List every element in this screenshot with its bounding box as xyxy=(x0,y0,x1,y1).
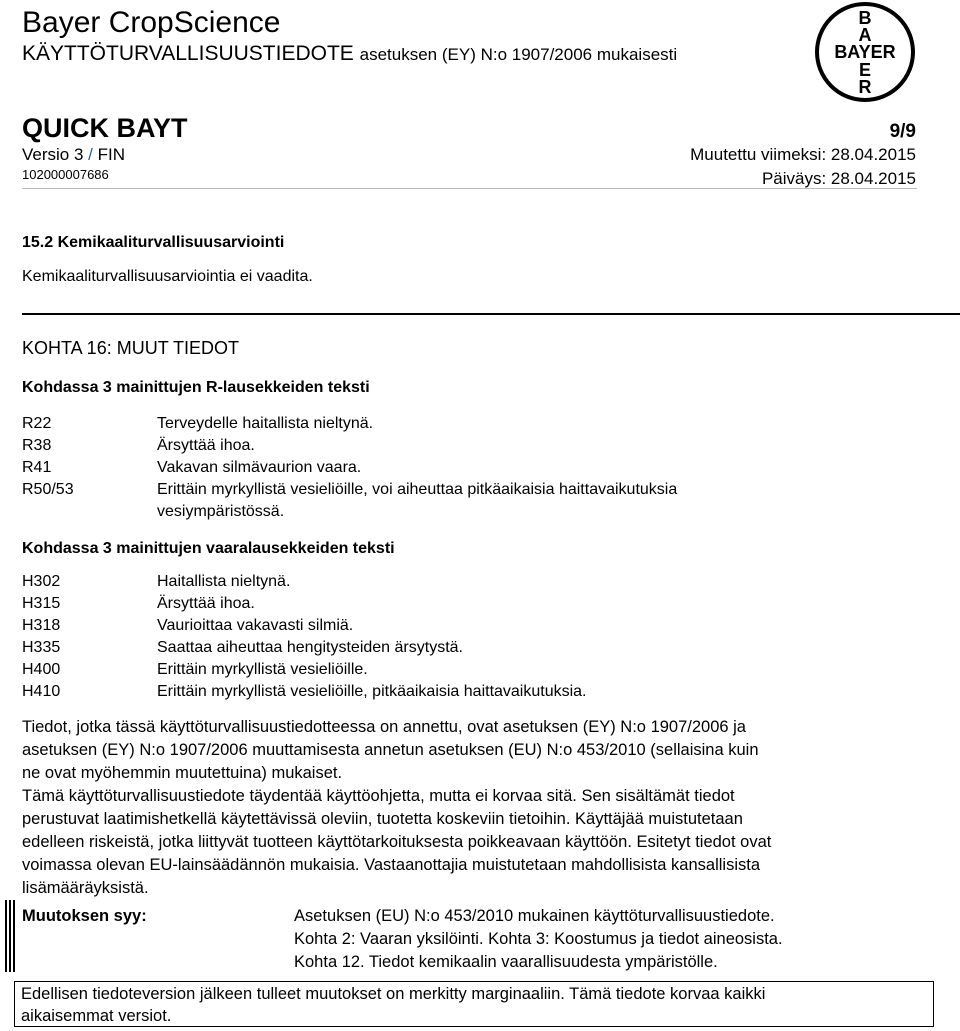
document-title xyxy=(22,41,677,68)
statement-code: H315 xyxy=(22,595,61,612)
phrase-code: R38 xyxy=(22,437,52,454)
company-name: Bayer CropScience xyxy=(22,6,281,39)
list-item xyxy=(22,435,922,457)
list-item xyxy=(22,659,922,681)
change-bar xyxy=(5,900,7,972)
h-statements-title: Kohdassa 3 mainittujen vaaralausekkeiden teksti xyxy=(22,540,395,557)
section-16-title: KOHTA 16: MUUT TIEDOT xyxy=(22,338,240,358)
revision-notice-box xyxy=(14,981,934,1027)
list-item xyxy=(22,457,922,479)
phrase-code: R41 xyxy=(22,459,52,476)
notice-line: Edellisen tiedoteversion jälkeen tulleet muutokset on merkitty marginaaliin. Tämä tiedote korvaa kaikki xyxy=(21,985,766,1003)
paragraph-line: Tämä käyttöturvallisuustiedote täydentää käyttöohjetta, mutta ei korvaa sitä. Sen sisältämät tiedot xyxy=(22,787,735,805)
statement-code: H410 xyxy=(22,683,61,700)
change-line: Kohta 2: Vaaran yksilöinti. Kohta 3: Koostumus ja tiedot aineosista. xyxy=(294,930,783,948)
r-phrases-title: Kohdassa 3 mainittujen R-lausekkeiden teksti xyxy=(22,379,370,396)
section-15-2-text: Kemikaaliturvallisuusarviointia ei vaadita. xyxy=(22,268,313,285)
statement-code: H302 xyxy=(22,573,61,590)
phrase-code: R22 xyxy=(22,415,52,432)
notice-line: aikaisemmat versiot. xyxy=(21,1007,172,1025)
statement-text: Erittäin myrkyllistä vesieliöille. xyxy=(157,661,368,678)
list-item xyxy=(22,413,922,435)
section-15-2-heading: 15.2 Kemikaaliturvallisuusarviointi xyxy=(22,234,285,251)
change-reason-label: Muutoksen syy: xyxy=(22,907,147,925)
disclaimer-paragraph xyxy=(22,785,912,900)
change-line: Asetuksen (EU) N:o 453/2010 mukainen käyttöturvallisuustiedote. xyxy=(294,907,775,925)
list-item xyxy=(22,479,922,523)
list-item xyxy=(22,681,922,703)
logo-letter-r: R xyxy=(858,77,872,97)
product-name: QUICK BAYT xyxy=(22,113,188,143)
logo-horizontal-word: BAYER xyxy=(834,42,896,62)
statement-text: Haitallista nieltynä. xyxy=(157,573,291,590)
list-item xyxy=(22,571,922,593)
paragraph-line: lisämääräyksistä. xyxy=(22,879,149,897)
revised-date: Muutettu viimeksi: 28.04.2015 xyxy=(690,145,916,164)
statement-text: Saattaa aiheuttaa hengitysteiden ärsytystä. xyxy=(157,639,463,656)
change-bar xyxy=(13,900,15,972)
phrase-text: Terveydelle haitallista nieltynä. xyxy=(157,415,374,432)
logo-letter-b: B xyxy=(858,8,872,28)
statement-code: H318 xyxy=(22,617,61,634)
change-line: Kohta 12. Tiedot kemikaalin vaarallisuudesta ympäristölle. xyxy=(294,953,718,971)
statement-code: H335 xyxy=(22,639,61,656)
header-divider xyxy=(22,188,917,189)
section-divider xyxy=(22,313,960,315)
version-info xyxy=(22,144,125,166)
margin-change-bars xyxy=(5,900,15,972)
paragraph-line: edelleen riskeistä, jotka liittyvät tuotteen käyttötarkoituksesta poikkeavaan käyttöön. Esitetyt tiedot ovat xyxy=(22,833,772,851)
version-language: FIN xyxy=(97,145,125,164)
regulation-text: asetuksen (EY) N:o 1907/2006 mukaisesti xyxy=(359,45,678,64)
page-number: 9/9 xyxy=(889,121,916,142)
phrase-code: R50/53 xyxy=(22,481,74,498)
paragraph-line: asetuksen (EY) N:o 1907/2006 muuttamisesta annetun asetuksen (EU) N:o 453/2010 (sellaisina kuin xyxy=(22,741,759,759)
r-phrases-list xyxy=(22,413,922,523)
phrase-text-line: vesiympäristössä. xyxy=(157,503,285,520)
list-item xyxy=(22,637,922,659)
statement-code: H400 xyxy=(22,661,61,678)
statement-text: Vaurioittaa vakavasti silmiä. xyxy=(157,617,354,634)
regulation-paragraph xyxy=(22,716,912,785)
paragraph-line: voimassa olevan EU-lainsäädännön mukaisia. Vastaanottajia muistutetaan mahdollisista kansallisista xyxy=(22,856,761,874)
statement-text: Ärsyttää ihoa. xyxy=(157,595,255,612)
paragraph-line: perustuvat laatimishetkellä käytettävissä oleviin, tuotetta koskeviin tietoihin. Käyttäjää muistutetaan xyxy=(22,810,743,828)
version-label: Versio 3 xyxy=(22,145,84,164)
sheet-title-main: KÄYTTÖTURVALLISUUSTIEDOTE xyxy=(22,42,354,65)
h-statements-list xyxy=(22,571,922,703)
paragraph-line: Tiedot, jotka tässä käyttöturvallisuustiedotteessa on annettu, ovat asetuksen (EY) N:o 1907/2006 ja xyxy=(22,718,746,736)
phrase-text-line: Erittäin myrkyllistä vesieliöille, voi aiheuttaa pitkäaikaisia haittavaikutuksia xyxy=(157,481,678,498)
phrase-text: Vakavan silmävaurion vaara. xyxy=(157,459,362,476)
bayer-cross-logo xyxy=(813,0,917,104)
document-number: 102000007686 xyxy=(22,167,109,182)
list-item xyxy=(22,615,922,637)
version-separator: / xyxy=(83,145,98,164)
change-bar xyxy=(9,900,11,972)
logo-letter-e: E xyxy=(858,60,872,80)
logo-letter-a: A xyxy=(858,25,872,45)
list-item xyxy=(22,593,922,615)
phrase-text xyxy=(157,479,922,523)
paragraph-line: ne ovat myöhemmin muutettuina) mukaiset. xyxy=(22,764,343,782)
issue-date: Päiväys: 28.04.2015 xyxy=(761,169,916,188)
phrase-text: Ärsyttää ihoa. xyxy=(157,437,255,454)
change-reason-text xyxy=(294,905,783,974)
statement-text: Erittäin myrkyllistä vesieliöille, pitkäaikaisia haittavaikutuksia. xyxy=(157,683,587,700)
